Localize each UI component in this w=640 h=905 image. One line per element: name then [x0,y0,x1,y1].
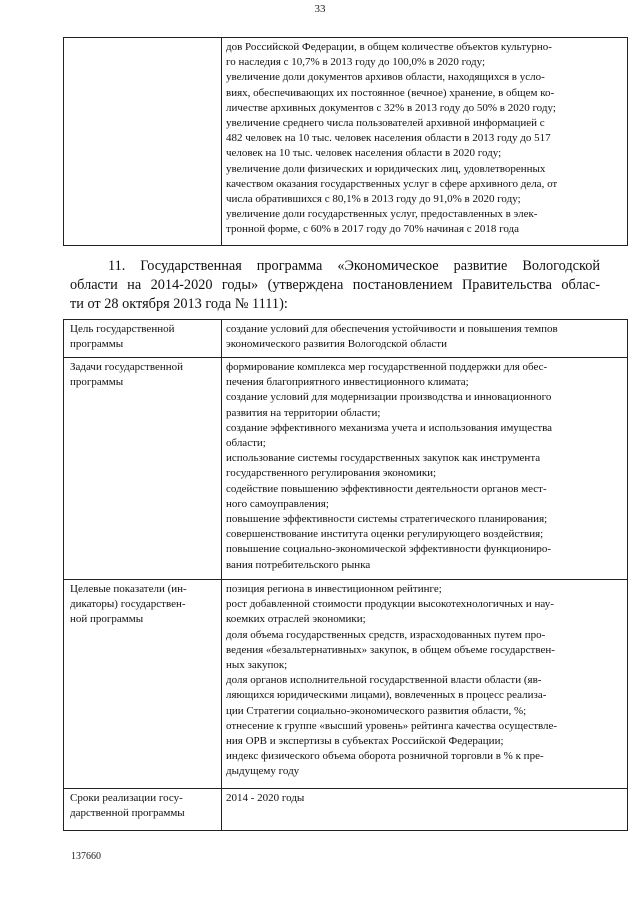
text-line: коемких отраслей экономики; [226,613,366,626]
heading-line: ти от 28 октября 2013 года № 1111): [70,296,288,312]
text-line: экономического развития Вологодской области [226,338,447,351]
row-label-cell [64,789,222,831]
text-line: ведения «безальтернативных» закупок, в общем объеме государствен- [226,643,555,656]
text-line: дов Российской Федерации, в общем количестве объектов культурно- [226,41,552,53]
table-row [64,38,628,246]
text-line: качеством оказания государственных услуг в сфере архивного дела, от [226,177,558,190]
table-row-goal [64,320,628,358]
text-line: позиция региона в инвестиционном рейтинге; [226,583,442,595]
text-line: индекс физического объема оборота розничной торговли в % к пре- [226,750,544,763]
continuation-content-cell [222,38,628,246]
text-line: увеличение среднего числа пользователей архивной информацией с [226,117,545,130]
text-line: тронной форме, с 60% в 2017 году до 70% начиная с 2018 года [226,223,520,236]
text-line: отнесение к группе «высший уровень» рейтинга качества осуществле- [226,719,558,732]
text-line: человек на 10 тыс. человек населения области в 2020 году; [226,147,502,160]
text-line: повышение эффективности системы стратегического планирования; [226,513,548,526]
row-content-cell [222,789,628,831]
text-line: создание условий для модернизации производства и инновационного [226,391,552,404]
text-line: повышение социально-экономической эффективности функциониро- [226,543,552,556]
label-line: Целевые показатели (ин- [70,583,187,595]
text-line: 2014 - 2020 годы [226,792,305,804]
row-content-cell [222,358,628,580]
document-code: 137660 [71,851,101,862]
label-line: Цель государственной [70,323,175,335]
row-content-cell [222,580,628,789]
text-line: содействие повышению эффективности деятельности органов мест- [226,482,547,495]
text-line: числа обратившихся с 80,1% в 2013 году до 91,0% в 2020 году; [226,193,521,206]
text-line: государственного регулирования экономики; [226,467,437,480]
text-line: ных закупок; [226,659,288,672]
text-line: личестве архивных документов с 32% в 2013 году до 50% в 2020 году; [226,101,556,114]
text-line: виях, обеспечивающих их постоянное (вечное) хранение, в общем ко- [226,86,555,99]
text-line: печения благоприятного инвестиционного климата; [226,376,469,389]
text-line: доля объема государственных средств, израсходованных путем про- [226,628,546,641]
page-number: 33 [314,3,326,15]
row-label-cell [64,320,222,358]
label-line: Задачи государственной [70,361,183,373]
text-line: увеличение доли документов архивов области, находящихся в усло- [226,71,545,84]
text-line: ного самоуправления; [226,497,329,510]
label-line: ной программы [70,613,144,626]
label-line: дарственной программы [70,807,185,820]
text-line: вания потребительского рынка [226,558,371,571]
program-passport-table [63,319,628,831]
text-line: 482 человек на 10 тыс. человек населения области в 2013 году до 517 [226,132,551,145]
text-line: совершенствование института оценки регулирующего воздействия; [226,528,544,541]
text-line: создание условий для обеспечения устойчивости и повышения темпов [226,323,558,335]
text-line: создание эффективного механизма учета и использования имущества [226,421,553,434]
text-line: ции Стратегии социально-экономического развития области, %; [226,704,527,717]
text-line: ляющихся юридическими лицами), вовлеченных в процесс реализа- [226,689,547,702]
row-content-cell [222,320,628,358]
text-line: увеличение доли государственных услуг, предоставленных в элек- [226,208,538,221]
text-line: ния ОРВ и экспертизы в субъектах Российской Федерации; [226,735,504,748]
text-line: доля органов исполнительной государственной власти области (яв- [226,674,542,687]
label-line: программы [70,338,124,351]
row-label-cell [64,358,222,580]
text-line: рост добавленной стоимости продукции высокотехнологичных и нау- [226,598,554,611]
text-line: го наследия с 10,7% в 2013 году до 100,0% в 2020 году; [226,56,486,69]
text-line: формирование комплекса мер государственной поддержки для обес- [226,361,548,373]
heading-line: 11. Государственная программа «Экономическое развитие Вологодской [108,258,600,274]
text-line: дыдущему году [226,765,300,778]
heading-line: области на 2014-2020 годы» (утверждена постановлением Правительства облас- [70,277,600,293]
label-line: дикаторы) государствен- [70,598,186,611]
label-line: программы [70,376,124,389]
text-line: использование системы государственных закупок как инструмента [226,452,541,465]
table-row-indicators [64,580,628,789]
table-row-period [64,789,628,831]
text-line: области; [226,437,266,450]
text-line: развития на территории области; [226,406,381,419]
table-row-tasks [64,358,628,580]
continuation-table [63,37,628,246]
section-heading [70,257,600,314]
row-label-cell [64,580,222,789]
label-line: Сроки реализации госу- [70,792,183,804]
empty-label-cell [64,38,222,246]
text-line: увеличение доли физических и юридических лиц, удовлетворенных [226,162,546,175]
